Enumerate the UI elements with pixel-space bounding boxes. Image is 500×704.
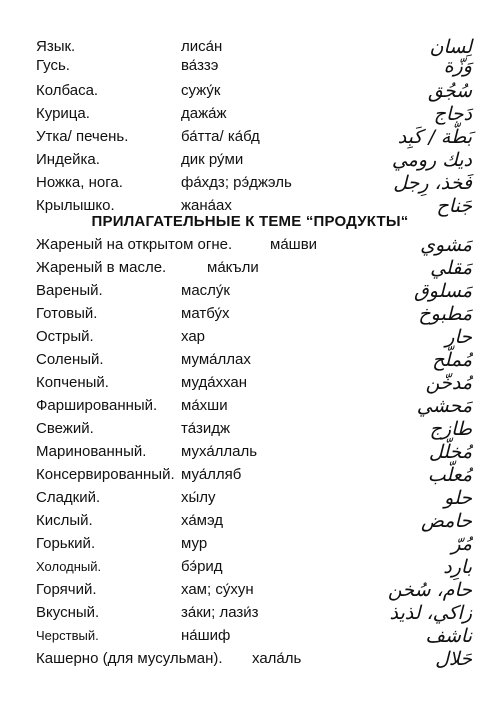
transliteration: ма́къли	[207, 259, 259, 276]
vocab-row	[0, 372, 500, 394]
arabic-word: بَطّة / كَبِد	[397, 126, 472, 148]
vocab-row	[0, 579, 500, 601]
russian-word: Острый.	[36, 328, 94, 345]
transliteration: бэ́рид	[181, 558, 223, 575]
vocab-row	[0, 487, 500, 509]
arabic-word: مَطبوخ	[418, 303, 472, 325]
transliteration: ма́шви	[270, 236, 318, 253]
transliteration: за́ки; лази́з	[181, 604, 259, 621]
arabic-word: ناشف	[425, 625, 472, 647]
russian-word: Соленый.	[36, 351, 104, 368]
arabic-word: حام، سُخن	[387, 579, 472, 601]
vocab-row	[0, 441, 500, 463]
vocab-row	[0, 556, 500, 578]
arabic-word: مُرّ	[451, 533, 472, 555]
transliteration: мур	[181, 535, 208, 552]
vocab-row	[0, 303, 500, 325]
russian-word: Маринованный.	[36, 443, 147, 460]
vocab-row	[0, 280, 500, 302]
arabic-word: دَجاج	[433, 103, 472, 125]
transliteration: муха́ллаль	[181, 443, 258, 460]
vocab-row	[0, 80, 500, 102]
russian-word: Язык.	[36, 38, 76, 55]
vocab-row	[0, 55, 500, 77]
transliteration: муа́лляб	[181, 466, 242, 483]
transliteration: матбу́х	[181, 305, 230, 322]
arabic-word: حار	[445, 326, 472, 348]
transliteration: мума́ллах	[181, 351, 251, 368]
transliteration: дажа́ж	[181, 105, 227, 122]
arabic-word: سُجُق	[427, 80, 472, 102]
arabic-word: مُعلّب	[427, 464, 472, 486]
russian-word: Курица.	[36, 105, 90, 122]
vocab-row	[0, 510, 500, 532]
arabic-word: فَخذ، رِجل	[393, 172, 472, 194]
transliteration: дик ру́ми	[181, 151, 244, 168]
arabic-word: حامض	[421, 510, 472, 532]
russian-word: Индейка.	[36, 151, 100, 168]
russian-word: Жареный на открытом огне.	[36, 236, 233, 253]
vocab-row	[0, 602, 500, 624]
russian-word: Гусь.	[36, 57, 70, 74]
transliteration: муда́ххан	[181, 374, 248, 391]
arabic-word: مُدخّن	[425, 372, 472, 394]
russian-word: Крылышко.	[36, 197, 115, 214]
transliteration: хам; су́хун	[181, 581, 254, 598]
russian-word: Копченый.	[36, 374, 109, 391]
transliteration: та́зидж	[181, 420, 231, 437]
russian-word: Горький.	[36, 535, 96, 552]
russian-word: Вареный.	[36, 282, 103, 299]
transliteration: сужу́к	[181, 82, 221, 99]
arabic-word: طازج	[429, 418, 472, 440]
transliteration: хар	[181, 328, 206, 345]
arabic-word: مَشوي	[420, 234, 472, 256]
vocab-row	[0, 625, 500, 647]
russian-word: Ножка, нога.	[36, 174, 123, 191]
russian-word: Черствый.	[36, 628, 99, 643]
russian-word: Жареный в масле.	[36, 259, 167, 276]
russian-word: Утка/ печень.	[36, 128, 129, 145]
transliteration: маслу́к	[181, 282, 230, 299]
vocab-row	[0, 349, 500, 371]
russian-word: Фаршированный.	[36, 397, 158, 414]
vocab-row	[0, 172, 500, 194]
vocab-row	[0, 126, 500, 148]
russian-word: Кислый.	[36, 512, 93, 529]
arabic-word: مُخلّل	[428, 441, 472, 463]
transliteration: фа́хдз; рэ́джэль	[181, 174, 292, 191]
vocab-row	[0, 648, 500, 670]
arabic-word: بارِد	[443, 556, 472, 578]
arabic-word: مَحشي	[416, 395, 472, 417]
transliteration: хала́ль	[252, 650, 302, 667]
vocab-row	[0, 418, 500, 440]
arabic-word: جَناح	[436, 195, 472, 217]
vocab-row	[0, 395, 500, 417]
russian-word: Колбаса.	[36, 82, 99, 99]
russian-word: Вкусный.	[36, 604, 100, 621]
arabic-word: مُملّح	[432, 349, 472, 371]
vocab-row	[0, 234, 500, 256]
russian-word: Консервированный.	[36, 466, 175, 483]
vocab-row	[0, 257, 500, 279]
transliteration: жана́ах	[181, 197, 232, 214]
arabic-word: مَسلوق	[414, 280, 472, 302]
vocab-row	[0, 464, 500, 486]
vocab-row	[0, 103, 500, 125]
russian-word: Свежий.	[36, 420, 94, 437]
arabic-word: حلو	[444, 487, 472, 509]
arabic-word: مَقلي	[430, 257, 472, 279]
vocab-row	[0, 149, 500, 171]
transliteration: лиса́н	[181, 38, 223, 55]
arabic-word: وَزّة	[443, 55, 472, 77]
arabic-word: لِسان	[429, 36, 472, 58]
russian-word: Холодный.	[36, 559, 102, 574]
transliteration: хы́лу	[181, 489, 216, 506]
arabic-word: حَلال	[435, 648, 472, 670]
russian-word: Кашерно (для мусульман).	[36, 650, 223, 667]
russian-word: Готовый.	[36, 305, 98, 322]
transliteration: ма́хши	[181, 397, 228, 414]
arabic-word: زاكي، لذيذ	[389, 602, 472, 624]
russian-word: Сладкий.	[36, 489, 101, 506]
transliteration: ха́мэд	[181, 512, 224, 529]
russian-word: Горячий.	[36, 581, 97, 598]
vocab-row	[0, 533, 500, 555]
vocab-row	[0, 326, 500, 348]
transliteration: ба́тта/ ка́бд	[181, 128, 260, 145]
arabic-word: ديك رومي	[391, 149, 472, 171]
section-heading: ПРИЛАГАТЕЛЬНЫЕ К ТЕМЕ “ПРОДУКТЫ“	[91, 213, 409, 230]
transliteration: ва́ззэ	[181, 57, 219, 74]
transliteration: на́шиф	[181, 627, 231, 644]
